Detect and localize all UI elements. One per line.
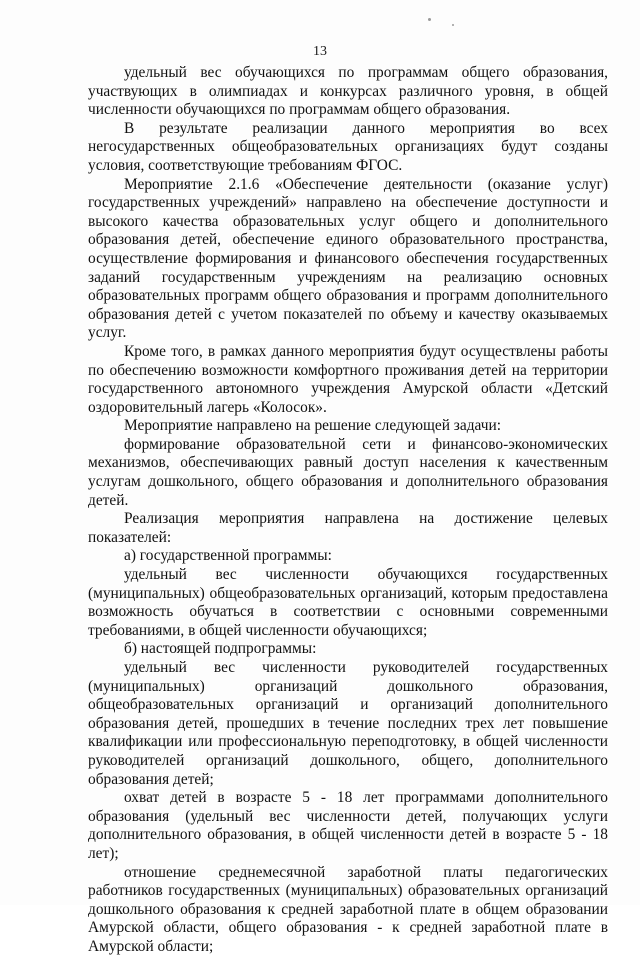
- scan-speck: [428, 18, 431, 21]
- paragraph: В результате реализации данного мероприятия во всех негосударственных общеобразовательных организациях будут созданы условия, соответствующие требованиям ФГОС.: [88, 119, 608, 174]
- paragraph: б) настоящей подпрограммы:: [124, 640, 317, 658]
- paragraph: отношение среднемесячной заработной платы педагогических работников государственных (муниципальных) образовательных организаций дошкольного образования к средней заработной плате в общем образовании Амурской области, общего образования - к средней заработной плате в Амурской области;: [88, 863, 608, 955]
- paragraph: Реализация мероприятия направлена на достижение целевых показателей:: [88, 510, 608, 546]
- paragraph: Мероприятие 2.1.6 «Обеспечение деятельности (оказание услуг) государственных учреждений» направлено на обеспечение доступности и высокого качества образовательных услуг общего и дополнительного образования детей, обеспечение единого образовательного пространства, осуществление формирования и финансового обеспечения государственных заданий государственным учреждениям на реализацию основных образовательных программ общего образования и программ дополнительного образования детей с учетом показателей по объему и качеству оказываемых услуг.: [88, 175, 608, 342]
- paragraph: удельный вес численности обучающихся государственных (муниципальных) общеобразовательных организаций, которым предоставлена возможность обучаться в соответствии с основными современными требованиями, в общей численности обучающихся;: [88, 566, 608, 639]
- paragraph: а) государственной программы:: [124, 547, 332, 565]
- scan-speck: [452, 24, 454, 26]
- paragraph: охват детей в возрасте 5 - 18 лет программами дополнительного образования (удельный вес численности детей, получающих услуги дополнительного образования, в общей численности детей в возрасте 5 - 18 лет);: [88, 789, 608, 862]
- paragraph: удельный вес обучающихся по программам общего образования, участвующих в олимпиадах и конкурсах различного уровня, в общей численности обучающихся по программам общего образования.: [88, 64, 608, 119]
- paragraph: формирование образовательной сети и финансово-экономических механизмов, обеспечивающих равный доступ населения к качественным услугам дошкольного, общего образования и дополнительного образования детей.: [88, 435, 608, 509]
- page-number: 13: [313, 44, 327, 59]
- document-body: [88, 64, 608, 957]
- paragraph: удельный вес численности руководителей государственных (муниципальных) организаций дошкольного образования, общеобразовательных организаций и организаций дополнительного образования детей, прошедших в течение последних трех лет повышение квалификации или профессиональную переподготовку, в общей численности руководителей организаций дошкольного, общего, дополнительного образования детей;: [88, 659, 608, 788]
- paragraph: Кроме того, в рамках данного мероприятия будут осуществлены работы по обеспечению возможности комфортного проживания детей на территории государственного автономного учреждения Амурской области «Детский оздоровительный лагерь «Колосок».: [88, 342, 608, 416]
- paragraph: Мероприятие направлено на решение следующей задачи:: [124, 417, 501, 435]
